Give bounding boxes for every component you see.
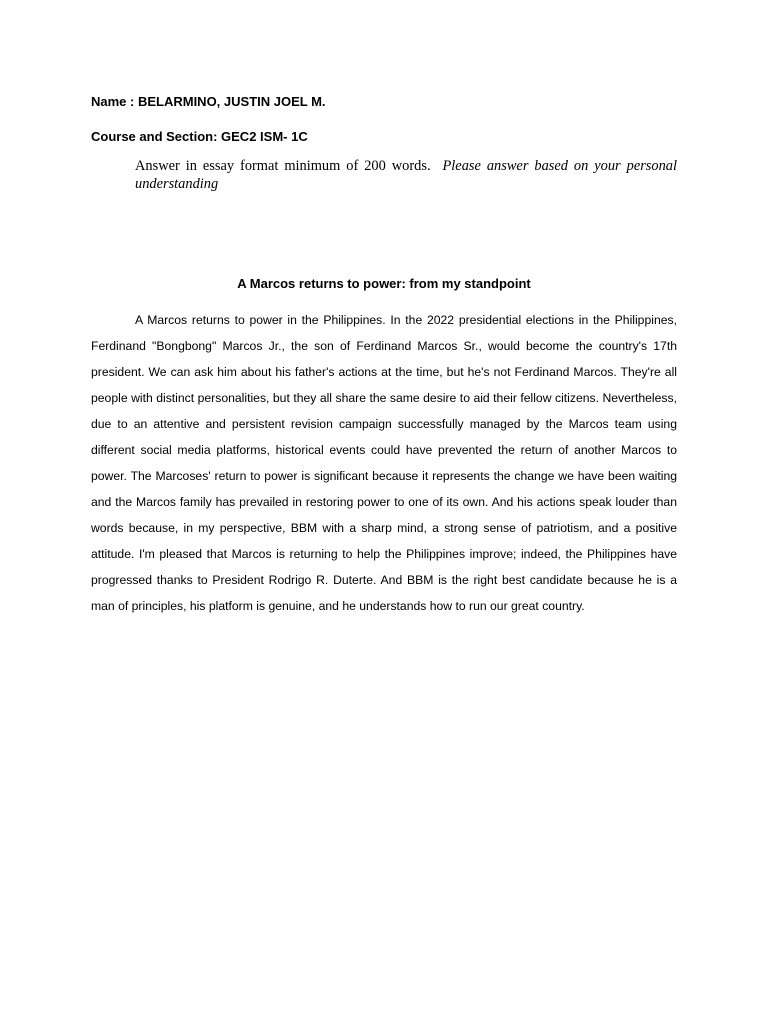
essay-title: A Marcos returns to power: from my standpoint [237,276,531,291]
instructions-italic: Please answer based on your personal understanding [135,158,677,192]
student-name: Name : BELARMINO, JUSTIN JOEL M. [91,94,326,109]
instructions-plain: Answer in essay format minimum of 200 words. [135,158,431,174]
course-section: Course and Section: GEC2 ISM- 1C [91,129,308,144]
assignment-instructions [135,157,677,193]
essay-body: A Marcos returns to power in the Philippines. In the 2022 presidential elections in the Philippines, Ferdinand "Bongbong" Marcos Jr., the son of Ferdinand Marcos Sr., would become the country's 17th president. We can ask him about his father's actions at the time, but he's not Ferdinand Marcos. They're all people with distinct personalities, but they all share the same desire to aid their fellow citizens. Nevertheless, due to an attentive and persistent revision campaign successfully managed by the Marcos team using different social media platforms, historical events could have prevented the return of another Marcos to power. The Marcoses' return to power is significant because it represents the change we have been waiting and the Marcos family has prevailed in restoring power to one of its own. And his actions speak louder than words because, in my perspective, BBM with a sharp mind, a strong sense of patriotism, and a positive attitude. I'm pleased that Marcos is returning to help the Philippines improve; indeed, the Philippines have progressed thanks to President Rodrigo R. Duterte. And BBM is the right best candidate because he is a man of principles, his platform is genuine, and he understands how to run our great country. [91,313,677,613]
